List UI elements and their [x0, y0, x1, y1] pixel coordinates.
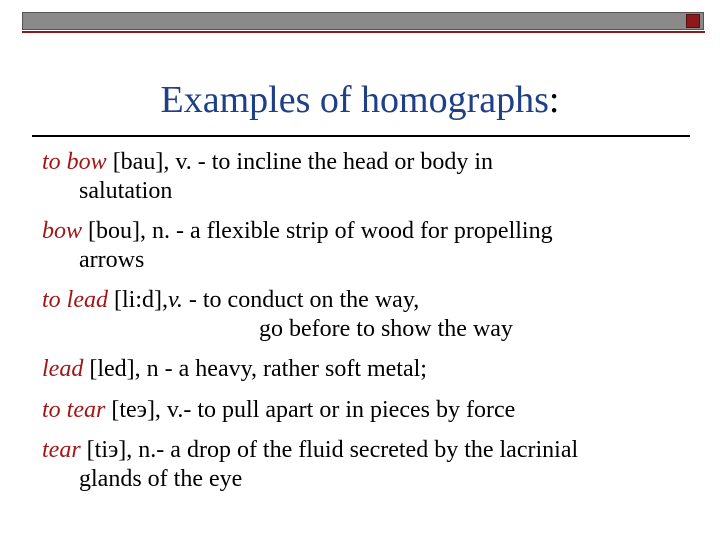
entry-part-of-speech: v.	[168, 287, 183, 313]
entry-line	[42, 217, 702, 246]
entry-transcription: [led], n	[83, 356, 165, 382]
corner-square-decoration	[686, 14, 700, 28]
slide-title-colon: :	[548, 79, 560, 121]
entry-definition: a drop of the fluid secreted by the lacrinial	[170, 437, 579, 463]
slide-accent-line	[22, 31, 705, 33]
slide-top-band	[22, 12, 704, 30]
entry-definition-continued: glands of the eye	[79, 465, 243, 492]
entry-transcription: [li:d],	[108, 287, 168, 313]
entry-line	[42, 286, 702, 315]
entry-definition-continued: arrows	[79, 246, 145, 273]
entry-definition: - to conduct on the way,	[182, 287, 420, 313]
entry-tear	[42, 436, 702, 493]
entry-line	[42, 148, 702, 177]
entry-definition: - a flexible strip of wood for propelling	[176, 218, 553, 244]
entry-bow	[42, 217, 702, 274]
entry-term: to lead	[42, 287, 108, 313]
entry-definition: - to incline the head or body in	[197, 149, 494, 175]
entry-definition-continued: go before to show the way	[259, 315, 513, 342]
entry-line	[42, 396, 702, 425]
slide-title	[0, 78, 720, 122]
entry-line	[42, 355, 702, 384]
homograph-list	[42, 148, 702, 505]
entry-lead	[42, 355, 702, 384]
entry-transcription: [bou], n.	[82, 218, 176, 244]
entry-definition-continued: salutation	[79, 177, 173, 204]
entry-transcription: [teэ], v.-	[105, 396, 198, 423]
entry-to-tear	[42, 396, 702, 425]
entry-definition: - a heavy, rather soft metal;	[164, 356, 427, 382]
entry-transcription: [bau], v.	[106, 149, 198, 175]
entry-term: lead	[42, 356, 84, 382]
entry-term: to bow	[42, 149, 107, 175]
entry-to-lead	[42, 286, 702, 343]
entry-term: bow	[42, 218, 83, 244]
entry-line	[42, 436, 702, 465]
entry-definition: to pull apart or in pieces by force	[197, 396, 516, 423]
entry-to-bow	[42, 148, 702, 205]
entry-term: tear	[42, 437, 81, 463]
slide-title-text: Examples of homographs	[160, 79, 549, 121]
entry-transcription: [tiэ], n.-	[80, 437, 171, 463]
entry-term: to tear	[42, 396, 106, 423]
title-underline	[32, 135, 690, 137]
